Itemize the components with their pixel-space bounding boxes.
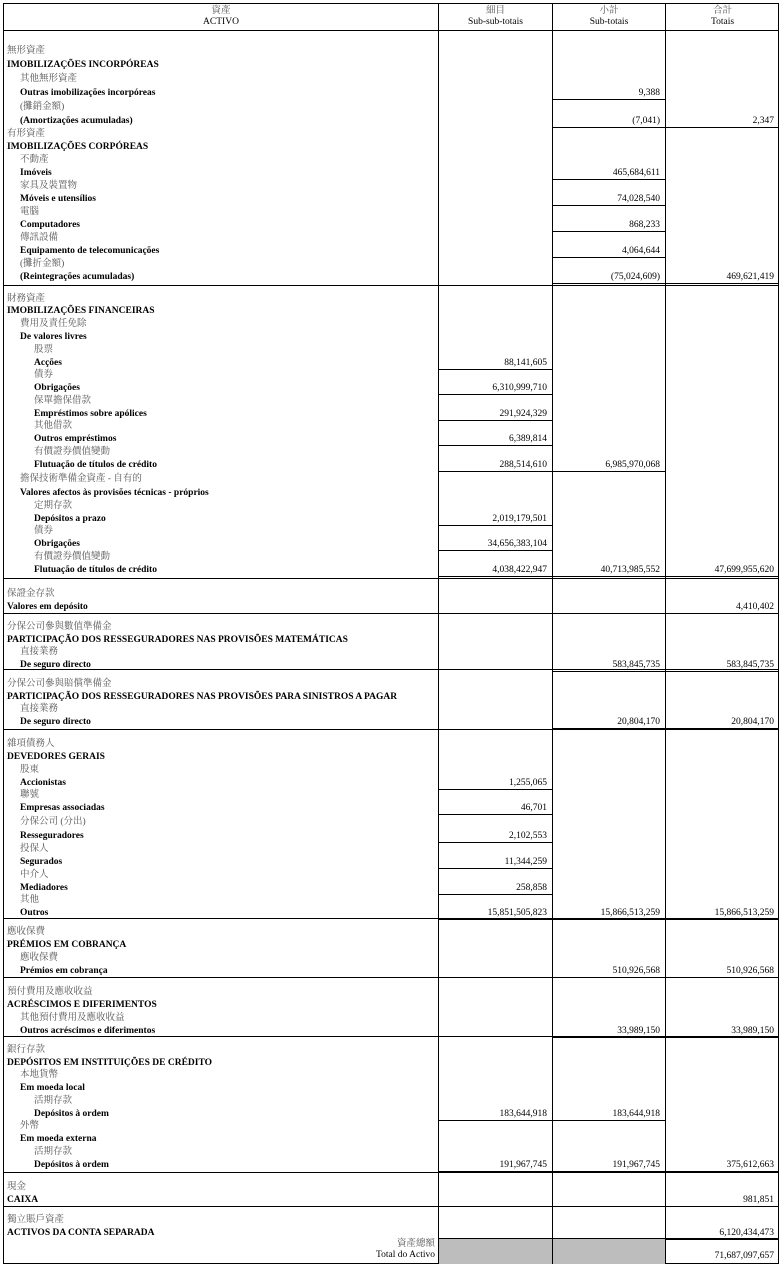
row-label-pt: IMOBILIZAÇÕES FINANCEIRAS [7, 306, 155, 316]
row-label-pt: Accionistas [20, 778, 66, 788]
cell-underline [439, 789, 552, 790]
row-label-zh: 直接業務 [20, 704, 59, 714]
cell-underline [666, 576, 779, 577]
cell-underline [553, 127, 665, 128]
row-label-zh: 分保公司 (分出) [20, 817, 86, 827]
row-label-pt: Flutuação de títulos de crédito [34, 565, 157, 575]
row-label-pt: Equipamento de telecomunicações [20, 246, 160, 256]
cell-value-c3: 465,684,611 [612, 168, 660, 178]
cell-underline [439, 420, 552, 421]
row-label-pt: DEVEDORES GERAIS [7, 752, 105, 762]
row-label-zh: 中介人 [20, 870, 49, 880]
cell-value-c2: 4,038,422,947 [492, 565, 547, 575]
cell-value-c2: 2,102,553 [509, 831, 547, 841]
header-divider [4, 30, 779, 31]
row-label-zh: 其他無形資產 [20, 74, 78, 84]
row-label-zh: 有價證券價值變動 [34, 447, 111, 457]
header-sub-sub-totais [439, 4, 552, 30]
section-divider [4, 669, 779, 670]
cell-underline [439, 525, 552, 526]
row-label-pt: Obrigações [34, 383, 80, 393]
row-label-zh: 雜項債務人 [7, 739, 55, 749]
row-label-zh: 保證金存款 [7, 589, 55, 599]
cell-value-c3: 33,989,150 [617, 1026, 660, 1036]
cell-value-c3: (7,041) [632, 116, 660, 126]
cell-value-c2: 183,644,918 [499, 1109, 547, 1119]
row-label-pt: CAIXA [7, 1195, 39, 1205]
cell-underline [553, 1037, 665, 1038]
row-label-pt: ACRÉSCIMOS E DIFERIMENTOS [7, 1000, 157, 1010]
row-label-zh: 其他借款 [34, 421, 73, 431]
cell-value-c2: 291,924,329 [499, 409, 547, 419]
cell-value-c2: 2,019,179,501 [492, 514, 547, 524]
row-label-pt: De seguro directo [20, 660, 91, 670]
cell-value-c4: 33,989,150 [731, 1026, 774, 1036]
header-col4-zh: 合計 [712, 6, 732, 16]
row-label-pt: Valores afectos às provisões técnicas - próprios [20, 488, 209, 498]
cell-underline [666, 1037, 779, 1038]
cell-underline [553, 99, 665, 100]
cell-underline [439, 471, 552, 472]
row-label-pt: Outros [20, 908, 49, 918]
cell-value-c2: 1,255,065 [509, 778, 547, 788]
row-label-zh: 分保公司參與數值準備金 [7, 622, 112, 632]
cell-underline [553, 471, 665, 472]
row-label-pt: Mediadores [20, 883, 68, 893]
row-label-zh: 其他 [20, 895, 40, 905]
cell-underline [553, 1120, 665, 1121]
row-label-zh: (攤銷金額) [20, 102, 65, 112]
cell-underline [439, 814, 552, 815]
cell-value-c4: 20,804,170 [731, 717, 774, 727]
row-label-zh: 不動產 [20, 155, 49, 165]
row-label-zh: (攤折金額) [20, 259, 65, 269]
cell-value-c3: 583,845,735 [612, 660, 660, 670]
row-label-pt: De valores livres [20, 332, 87, 342]
cell-underline [439, 842, 552, 843]
row-label-pt: Outros empréstimos [34, 434, 117, 444]
row-label-pt: Depósitos à ordem [34, 1109, 109, 1119]
row-label-pt: Computadores [20, 220, 80, 230]
section-divider [4, 1172, 779, 1173]
section-divider [4, 977, 779, 978]
cell-value-c3: 20,804,170 [617, 717, 660, 727]
row-label-zh: 定期存款 [34, 501, 73, 511]
cell-underline [439, 868, 552, 869]
header-col3-pt: Sub-totais [589, 17, 629, 27]
cell-value-c4: 469,621,419 [726, 272, 774, 282]
row-label-pt: Empréstimos sobre apólices [34, 409, 147, 419]
cell-underline [439, 369, 552, 370]
cell-value-c3: 74,028,540 [617, 194, 660, 204]
section-divider [4, 613, 779, 614]
row-label-zh: 獨立賬戶資產 [7, 1215, 65, 1225]
row-label-pt: Móveis e utensílios [20, 194, 96, 204]
cell-underline [553, 576, 665, 577]
total-label-zh: 資產總額 [396, 1239, 435, 1249]
cell-value-c2: 6,389,814 [509, 434, 547, 444]
row-label-zh: 股票 [34, 345, 54, 355]
row-label-pt: (Reintegrações acumuladas) [20, 272, 135, 282]
cell-value-c2: 288,514,610 [499, 460, 547, 470]
section-divider [4, 1036, 779, 1037]
row-label-zh: 本地貨幣 [20, 1070, 59, 1080]
cell-underline [439, 919, 552, 920]
total-label [254, 1239, 435, 1261]
cell-underline [439, 1120, 552, 1121]
cell-underline [439, 445, 552, 446]
row-label-zh: 有價證券價值變動 [34, 552, 111, 562]
row-label-zh: 活期存款 [34, 1147, 73, 1157]
row-label-pt: PARTICIPAÇÃO DOS RESSEGURADORES NAS PROVISÕES PARA SINISTROS A PAGAR [7, 692, 398, 702]
header-col4-pt: Totais [710, 17, 735, 27]
cell-value-c2: 88,141,605 [504, 358, 547, 368]
row-label-zh: 外幣 [20, 1121, 40, 1131]
row-label-zh: 無形資產 [7, 46, 46, 56]
cell-underline [553, 179, 665, 180]
header-activo-pt: ACTIVO [203, 17, 239, 27]
cell-value-c4: 981,851 [743, 1195, 774, 1205]
row-label-pt: IMOBILIZAÇÕES INCORPÓREAS [7, 60, 159, 70]
row-label-zh: 傳訊設備 [20, 233, 59, 243]
row-label-pt: Acções [34, 358, 62, 368]
section-divider [4, 729, 779, 730]
row-label-zh: 投保人 [20, 844, 49, 854]
cell-value-c4: 583,845,735 [726, 660, 774, 670]
cell-underline [666, 919, 779, 920]
row-label-pt: Em moeda local [20, 1083, 85, 1093]
row-label-zh: 活期存款 [34, 1096, 73, 1106]
cell-value-c4: 15,866,513,259 [714, 908, 774, 918]
row-label-zh: 家具及裝置物 [20, 181, 78, 191]
row-label-zh: 債券 [34, 526, 54, 536]
cell-underline [666, 1239, 779, 1240]
cell-underline [553, 231, 665, 232]
cell-value-c3: 868,233 [629, 220, 660, 230]
cell-value-c4: 375,612,663 [726, 1160, 774, 1170]
cell-underline [553, 257, 665, 258]
header-col2-pt: Sub-sub-totais [468, 17, 523, 27]
row-label-zh: 電腦 [20, 207, 40, 217]
row-label-pt: Valores em depósito [7, 602, 88, 612]
header-sub-totais [553, 4, 665, 30]
cell-underline [439, 894, 552, 895]
row-label-zh: 債券 [34, 370, 54, 380]
cell-value-c3: 9,388 [638, 88, 660, 98]
section-divider [4, 285, 779, 286]
cell-value-c3: 183,644,918 [612, 1109, 660, 1119]
row-label-pt: Imóveis [20, 168, 52, 178]
total-label-pt: Total do Activo [376, 1250, 435, 1260]
section-divider [4, 578, 779, 579]
header-totais [666, 4, 779, 30]
row-label-zh: 擔保技術準備金資產 - 自有的 [20, 474, 142, 484]
row-label-pt: Resseguradores [20, 831, 84, 841]
cell-value-c2: 15,851,505,823 [487, 908, 547, 918]
row-label-pt: Em moeda externa [20, 1134, 97, 1144]
header-col3-zh: 小計 [599, 6, 619, 16]
header-activo-zh: 資產 [211, 6, 231, 16]
cell-value-c4: 510,926,568 [726, 966, 774, 976]
row-label-pt: De seguro directo [20, 717, 91, 727]
row-label-pt: (Amortizações acumuladas) [20, 116, 133, 126]
cell-value-c2: 191,967,745 [499, 1160, 547, 1170]
column-divider [665, 4, 666, 1263]
header-activo [4, 4, 438, 30]
row-label-zh: 銀行存款 [7, 1045, 46, 1055]
cell-value-c3: 6,985,970,068 [605, 460, 660, 470]
cell-value-c3: (75,024,609) [610, 272, 660, 282]
row-label-zh: 財務資產 [7, 294, 46, 304]
cell-value-c2: 46,701 [520, 803, 547, 813]
cell-underline [439, 576, 552, 577]
row-label-zh: 分保公司參與賠償準備金 [7, 679, 112, 689]
cell-value-c2: 6,310,999,710 [492, 383, 547, 393]
row-label-zh: 應收保費 [20, 953, 59, 963]
section-divider [4, 1206, 779, 1207]
row-label-pt: Empresas associadas [20, 803, 105, 813]
row-label-pt: PRÉMIOS EM COBRANÇA [7, 940, 127, 950]
row-label-pt: IMOBILIZAÇÕES CORPÓREAS [7, 142, 149, 152]
row-label-pt: DEPÓSITOS EM INSTITUIÇÕES DE CRÉDITO [7, 1058, 213, 1068]
cell-underline [553, 919, 665, 920]
row-label-zh: 預付費用及應收收益 [7, 987, 93, 997]
row-label-pt: Flutuação de títulos de crédito [34, 460, 157, 470]
total-shade-col2 [439, 1239, 552, 1264]
row-label-pt: Depósitos à ordem [34, 1160, 109, 1170]
cell-underline [553, 671, 665, 672]
total-value: 71,687,097,657 [714, 1251, 774, 1261]
row-label-zh: 費用及責任免除 [20, 319, 87, 329]
cell-underline [666, 283, 779, 284]
row-label-pt: Outros acréscimos e diferimentos [20, 1026, 156, 1036]
cell-value-c2: 258,858 [516, 883, 547, 893]
cell-underline [439, 394, 552, 395]
cell-value-c3: 4,064,644 [622, 246, 660, 256]
cell-value-c4: 4,410,402 [736, 602, 774, 612]
row-label-zh: 股東 [20, 765, 40, 775]
cell-value-c3: 40,713,985,552 [600, 565, 660, 575]
cell-value-c2: 11,344,259 [504, 857, 547, 867]
balance-sheet-table [3, 3, 779, 1264]
row-label-pt: PARTICIPAÇÃO DOS RESSEGURADORES NAS PROVISÕES MATEMÁTICAS [7, 635, 348, 645]
cell-value-c3: 510,926,568 [612, 966, 660, 976]
section-divider [4, 918, 779, 919]
row-label-pt: Outras imobilizações incorpóreas [20, 88, 156, 98]
row-label-pt: Prémios em cobrança [20, 966, 108, 976]
cell-underline [553, 205, 665, 206]
row-label-zh: 有形資產 [7, 129, 46, 139]
cell-value-c4: 47,699,955,620 [714, 565, 774, 575]
row-label-zh: 現金 [7, 1182, 27, 1192]
column-divider [438, 4, 439, 1263]
row-label-pt: Segurados [20, 857, 63, 867]
row-label-zh: 其他預付費用及應收收益 [20, 1013, 125, 1023]
total-shade-col3 [553, 1239, 665, 1264]
row-label-zh: 應收保費 [7, 927, 46, 937]
cell-value-c3: 191,967,745 [612, 1160, 660, 1170]
cell-underline [666, 127, 779, 128]
row-label-pt: Depósitos a prazo [34, 514, 106, 524]
cell-underline [666, 671, 779, 672]
cell-value-c4: 2,347 [752, 116, 774, 126]
header-col2-zh: 細目 [485, 6, 505, 16]
row-label-zh: 直接業務 [20, 647, 59, 657]
cell-value-c4: 6,120,434,473 [719, 1228, 774, 1238]
row-label-pt: ACTIVOS DA CONTA SEPARADA [7, 1228, 155, 1238]
cell-value-c2: 34,656,383,104 [487, 539, 547, 549]
cell-underline [439, 550, 552, 551]
row-label-zh: 保單擔保借款 [34, 396, 92, 406]
cell-underline [553, 283, 665, 284]
cell-value-c3: 15,866,513,259 [600, 908, 660, 918]
row-label-zh: 聯號 [20, 790, 40, 800]
row-label-pt: Obrigações [34, 539, 80, 549]
